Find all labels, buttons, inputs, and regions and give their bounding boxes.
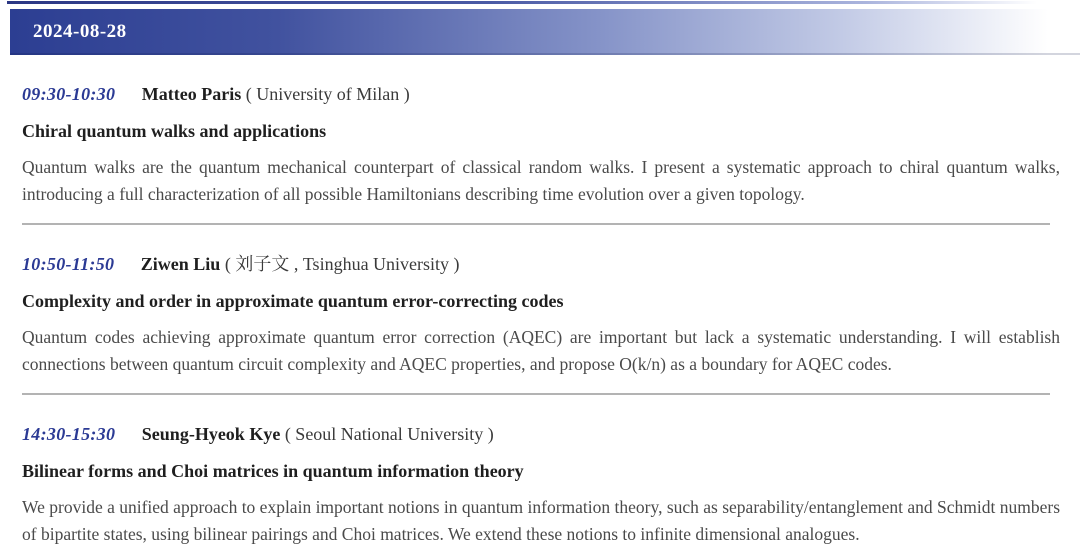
speaker-name: Ziwen Liu: [140, 254, 221, 274]
session-header: [22, 84, 1060, 104]
top-rule: [7, 1, 1080, 4]
speaker-affiliation: ( 刘子文 , Tsinghua University ): [224, 254, 460, 274]
program-page: [0, 1, 1080, 547]
speaker-name: Matteo Paris: [141, 84, 242, 104]
speaker-affiliation: ( University of Milan ): [245, 84, 410, 104]
session-block: [22, 225, 1060, 378]
session-time: 09:30-10:30: [22, 84, 116, 104]
date-banner: [10, 9, 1080, 55]
talk-title: Bilinear forms and Choi matrices in quantum information theory: [22, 461, 524, 481]
talk-abstract: Quantum walks are the quantum mechanical counterpart of classical random walks. I present a systematic approach to chiral quantum walks, introducing a full characterization of all possible Hamiltonians describing time evolution over a given topology.: [22, 157, 1060, 204]
talk-abstract: Quantum codes achieving approximate quantum error correction (AQEC) are important but lack a systematic understanding. I will establish connections between quantum circuit complexity and AQEC properties, and propose O(k/n) as a boundary for AQEC codes.: [22, 327, 1060, 374]
session-block: [22, 395, 1060, 547]
speaker-affiliation: ( Seoul National University ): [284, 424, 494, 444]
talk-title: Complexity and order in approximate quantum error-correcting codes: [22, 291, 564, 311]
schedule-content: [0, 55, 1080, 547]
date-label: 2024-08-28: [33, 21, 127, 42]
session-block: [22, 55, 1060, 208]
session-header: [22, 254, 1060, 274]
session-time: 10:50-11:50: [22, 254, 115, 274]
speaker-name: Seung-Hyeok Kye: [141, 424, 281, 444]
talk-title: Chiral quantum walks and applications: [22, 121, 327, 141]
talk-abstract: We provide a unified approach to explain important notions in quantum information theory, such as separability/entanglement and Schmidt numbers of bipartite states, using bilinear pairings and Choi matrices. We extend these notions to infinite dimensional analogues.: [22, 497, 1060, 544]
session-header: [22, 424, 1060, 444]
session-time: 14:30-15:30: [22, 424, 116, 444]
